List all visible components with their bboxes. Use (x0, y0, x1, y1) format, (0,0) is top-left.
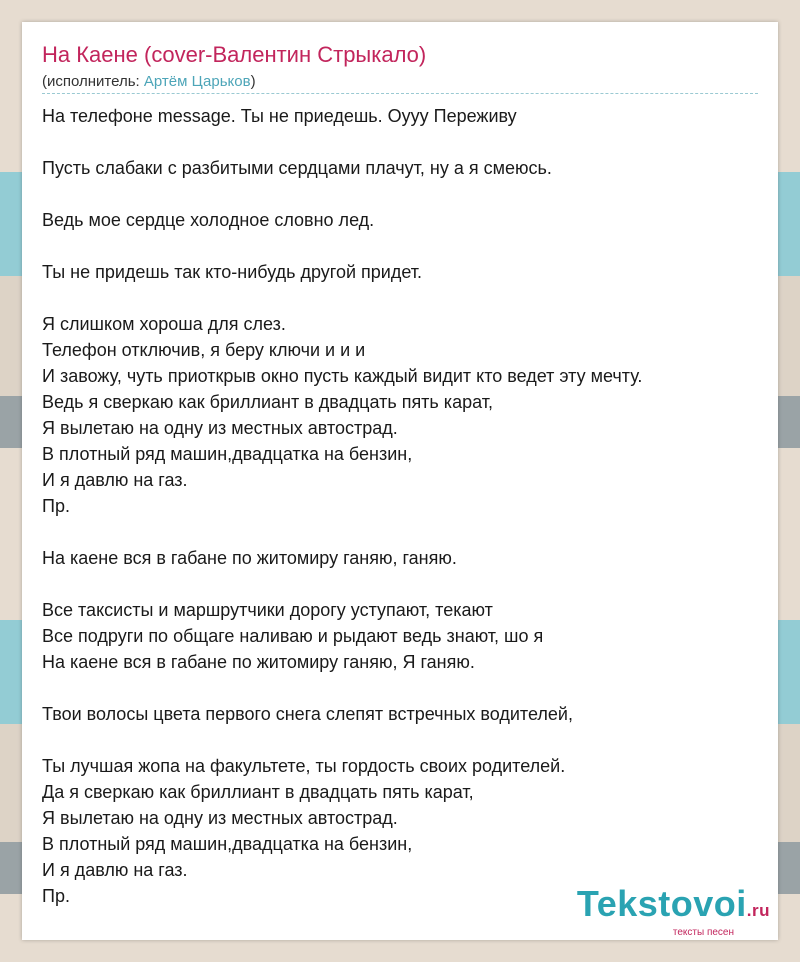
lyric-line: И я давлю на газ. (42, 470, 188, 490)
lyric-line (42, 129, 762, 155)
logo-suffix: .ru (746, 901, 770, 920)
lyric-line (42, 571, 762, 597)
lyric-line: И я давлю на газ. (42, 860, 188, 880)
lyric-line: Телефон отключив, я беру ключи и и и (42, 340, 366, 360)
title-divider (42, 93, 758, 94)
lyric-line: И завожу, чуть приоткрыв окно пусть каждый видит кто ведет эту мечту. (42, 366, 643, 386)
artist-suffix: ) (250, 73, 256, 90)
lyric-line (42, 519, 762, 545)
lyric-line: Все подруги по общаге наливаю и рыдают ведь знают, шо я (42, 626, 544, 646)
artist-prefix: (исполнитель: (42, 73, 144, 90)
lyric-line: Я вылетаю на одну из местных автострад. (42, 808, 398, 828)
lyric-line: Пр. (42, 496, 70, 516)
lyric-line: Ты лучшая жопа на факультете, ты гордость своих родителей. (42, 756, 566, 776)
lyric-line: На каене вся в габане по житомиру ганяю, ганяю. (42, 548, 457, 568)
artist-link[interactable]: Артём Царьков (143, 73, 251, 90)
lyric-line: В плотный ряд машин,двадцатка на бензин, (42, 444, 413, 464)
lyric-line: Ты не придешь так кто-нибудь другой придет. (42, 262, 423, 282)
lyric-line: Пр. (42, 886, 70, 906)
lyric-line: Да я сверкаю как бриллиант в двадцать пять карат, (42, 782, 474, 802)
site-logo[interactable] (576, 883, 770, 938)
lyric-line: На телефоне message. Ты не приедешь. Оууу Переживу (42, 106, 517, 126)
lyric-line (42, 285, 762, 311)
lyric-line (42, 675, 762, 701)
logo-subtitle: тексты песен (672, 927, 734, 938)
lyric-line: Я вылетаю на одну из местных автострад. (42, 418, 398, 438)
lyric-line: На каене вся в габане по житомиру ганяю, Я ганяю. (42, 652, 475, 672)
lyric-line (42, 181, 762, 207)
lyric-line: Я слишком хороша для слез. (42, 314, 286, 334)
artist-line (42, 73, 256, 90)
lyric-line: В плотный ряд машин,двадцатка на бензин, (42, 834, 413, 854)
song-title: На Каене (cover-Валентин Стрыкало) (42, 42, 427, 67)
lyric-line: Твои волосы цвета первого снега слепят встречных водителей, (42, 704, 573, 724)
lyric-line: Ведь мое сердце холодное словно лед. (42, 210, 375, 230)
lyric-line: Пусть слабаки с разбитыми сердцами плачут, ну а я смеюсь. (42, 158, 552, 178)
lyrics-card (22, 22, 778, 940)
lyric-line (42, 233, 762, 259)
logo-text: Tekstovoi (576, 883, 747, 924)
lyric-line: Ведь я сверкаю как бриллиант в двадцать пять карат, (42, 392, 493, 412)
lyric-line: Все таксисты и маршрутчики дорогу уступают, текают (42, 600, 493, 620)
lyrics-text (42, 103, 762, 909)
lyric-line (42, 727, 762, 753)
